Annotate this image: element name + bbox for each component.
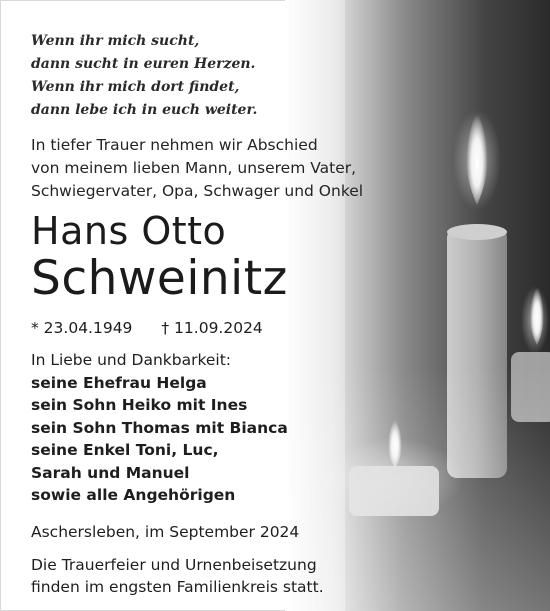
intro-text: [31, 134, 431, 203]
mourner-line: seine Ehefrau Helga: [31, 373, 207, 392]
motto-verse: [31, 30, 431, 122]
motto-line: Wenn ihr mich dort findet,: [31, 79, 240, 95]
mourners-list: [31, 349, 431, 507]
place-and-date: Aschersleben, im September 2024: [31, 522, 300, 541]
deceased-first-names: Hans Otto: [31, 209, 227, 253]
motto-line: dann lebe ich in euch weiter.: [31, 102, 258, 118]
motto-line: dann sucht in euren Herzen.: [31, 56, 256, 72]
mourners-lead: In Liebe und Dankbarkeit:: [31, 351, 232, 369]
funeral-note: [31, 554, 431, 598]
mourner-line: seine Enkel Toni, Luc,: [31, 441, 219, 459]
birth-date: * 23.04.1949: [31, 319, 133, 337]
note-line: Die Trauerfeier und Urnenbeisetzung: [31, 555, 317, 574]
note-line: finden im engsten Familienkreis statt.: [31, 577, 324, 596]
intro-line: von meinem lieben Mann, unserem Vater,: [31, 159, 357, 177]
obituary-text: [31, 30, 431, 598]
death-date: † 11.09.2024: [161, 319, 263, 337]
deceased-name: [31, 209, 431, 305]
mourner-line: sowie alle Angehörigen: [31, 486, 236, 504]
mourner-line: sein Sohn Heiko mit Ines: [31, 396, 248, 414]
intro-line: Schwiegervater, Opa, Schwager und Onkel: [31, 182, 364, 200]
motto-line: Wenn ihr mich sucht,: [31, 33, 200, 49]
life-dates: [31, 317, 431, 339]
deceased-surname: Schweinitz: [31, 251, 288, 306]
intro-line: In tiefer Trauer nehmen wir Abschied: [31, 136, 318, 154]
mourner-line: sein Sohn Thomas mit Bianca: [31, 418, 288, 437]
mourner-line: Sarah und Manuel: [31, 463, 190, 482]
